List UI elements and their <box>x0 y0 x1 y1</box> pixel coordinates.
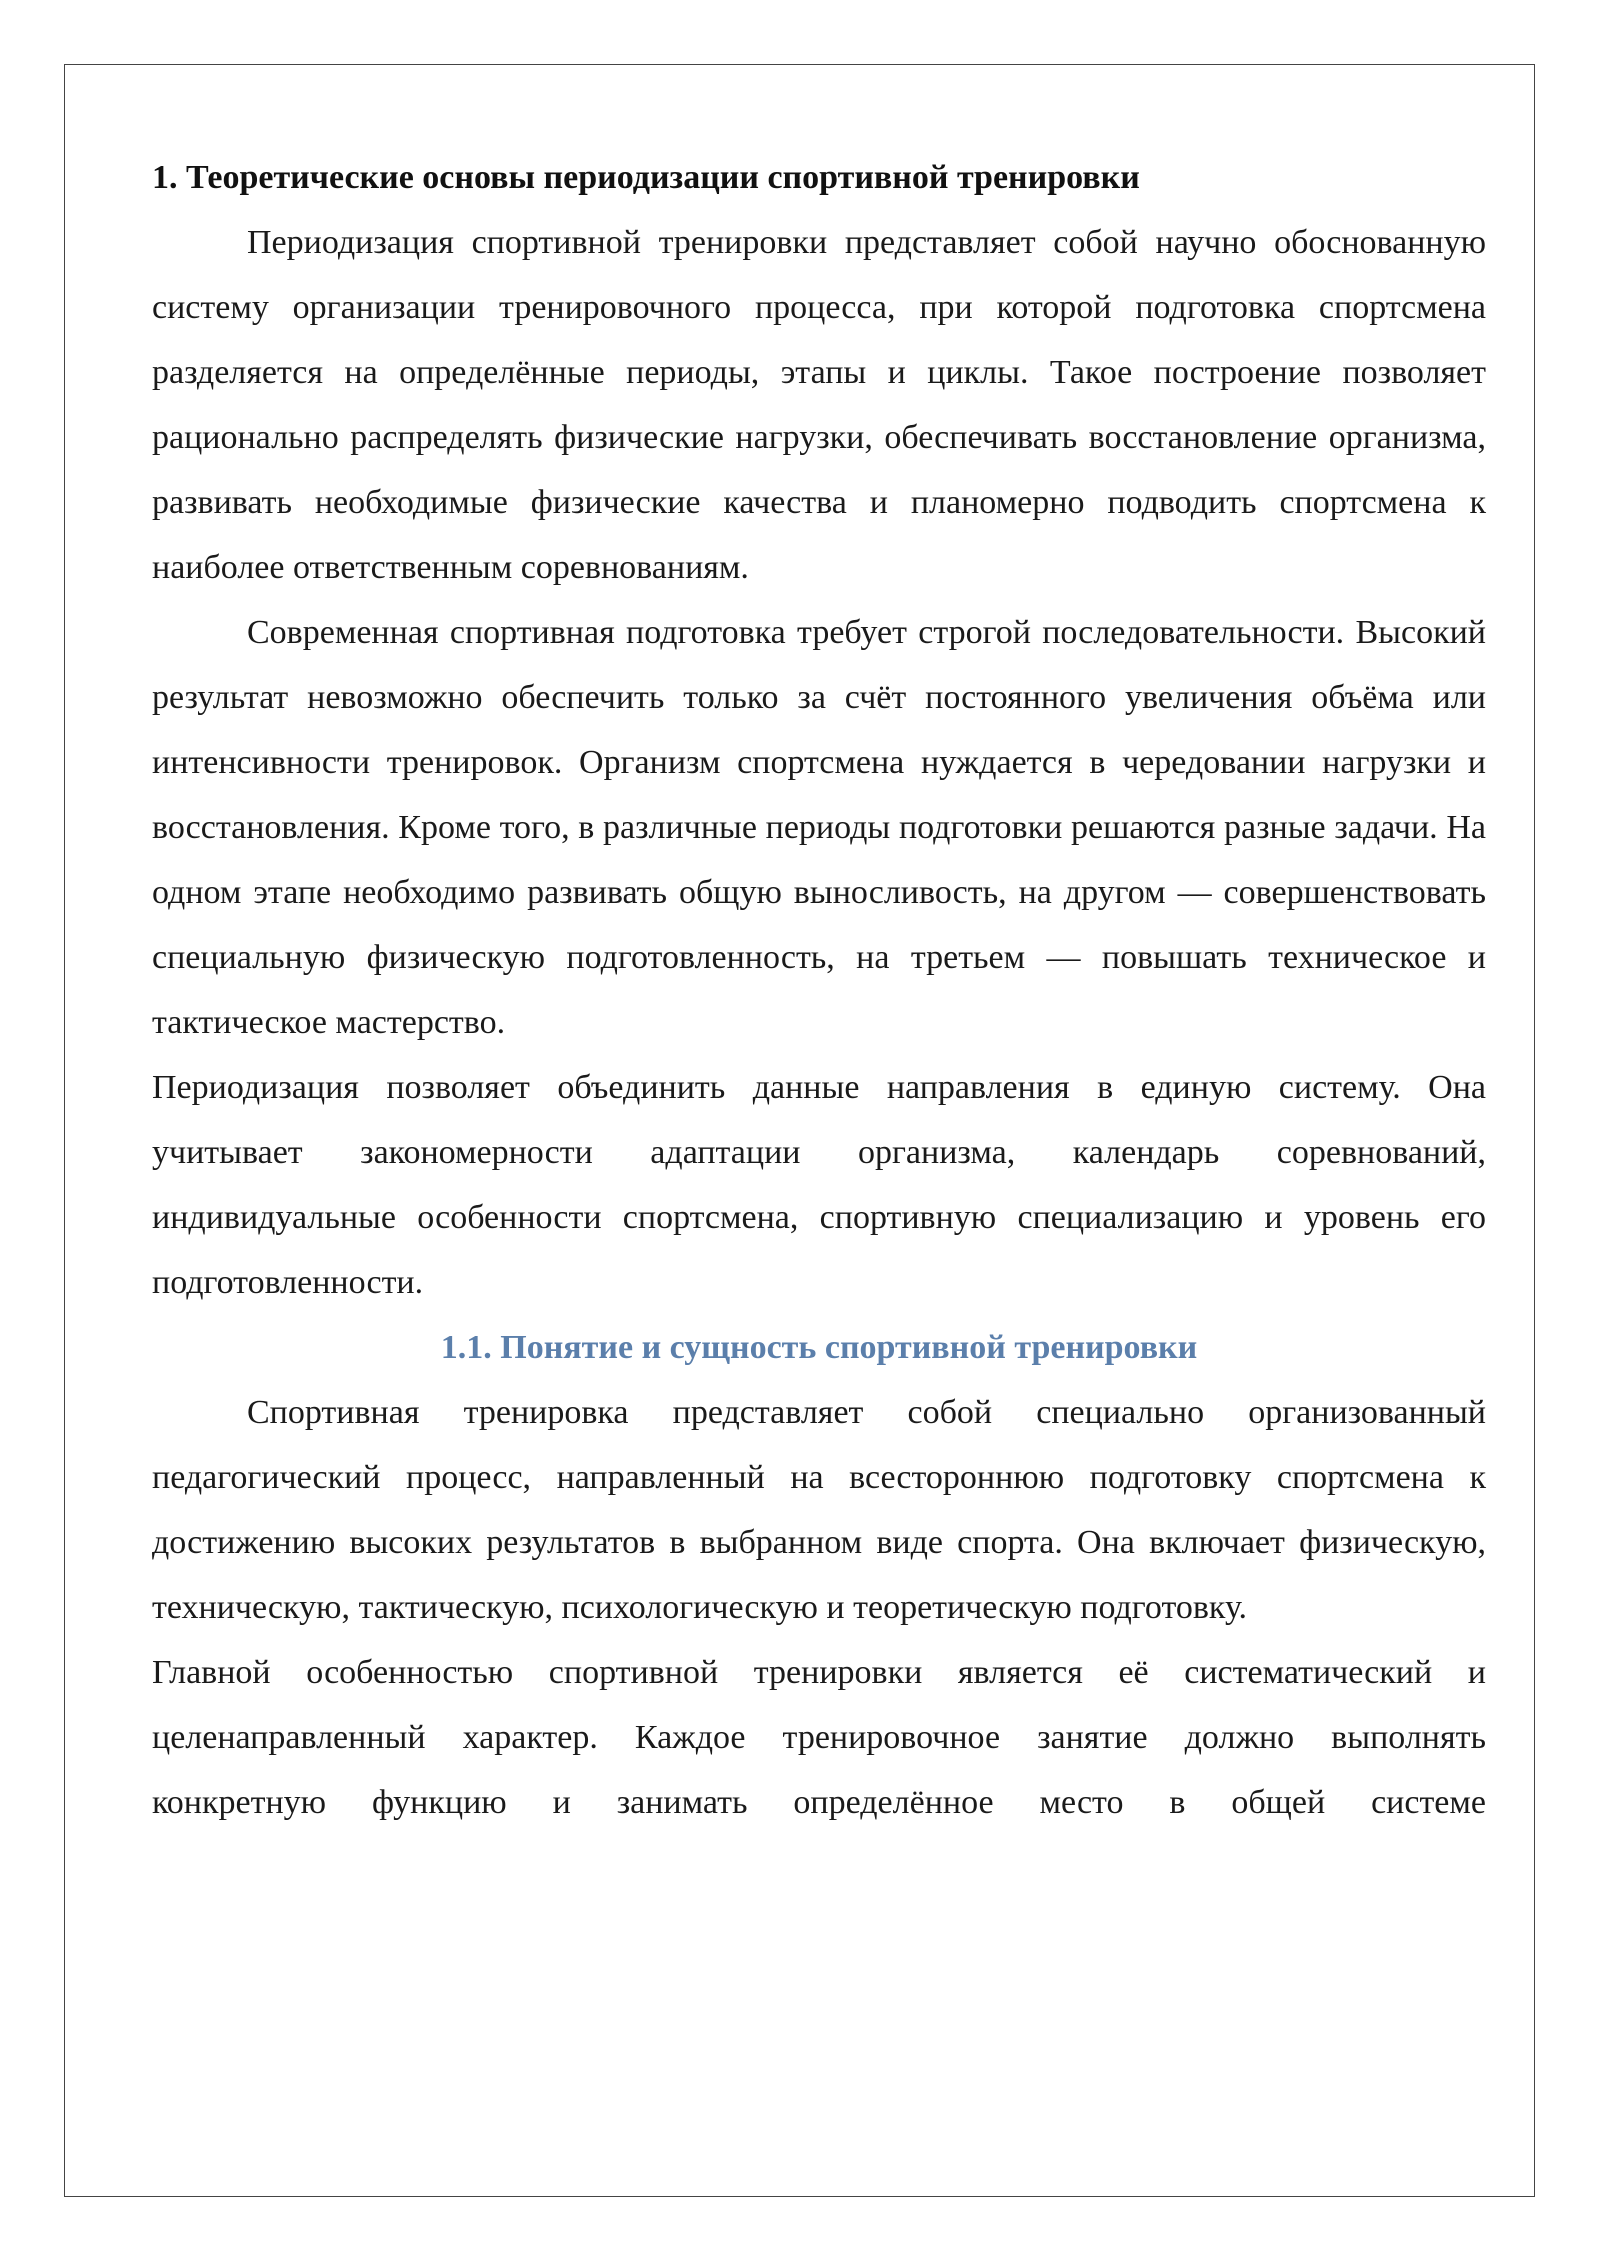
document-body <box>152 145 1486 1835</box>
paragraph-training-concept: Спортивная тренировка представляет собой специально организованный педагогический процесс, направленный на всестороннюю подготовку спортсмена к достижению высоких результатов в выбранном виде спорта. Она включает физическую, техническую, тактическую, психологическую и теоретическую подготовку. <box>152 1394 1486 1626</box>
subsection-title: 1.1. Понятие и сущность спортивной тренировки <box>440 1329 1198 1366</box>
section-title: 1. Теоретические основы периодизации спортивной тренировки <box>152 159 1140 196</box>
paragraph-unified-system: Периодизация позволяет объединить данные направления в единую систему. Она учитывает закономерности адаптации организма, календарь соревнований, индивидуальные особенности спортсмена, спортивную специализацию и уровень его подготовленности. <box>152 1069 1486 1301</box>
paragraph-training-feature: Главной особенностью спортивной тренировки является её систематический и целенаправленный характер. Каждое тренировочное занятие должно выполнять конкретную функцию и занимать определённое место в общей системе <box>152 1654 1486 1821</box>
paragraph-modern-training: Современная спортивная подготовка требует строгой последовательности. Высокий результат невозможно обеспечить только за счёт постоянного увеличения объёма или интенсивности тренировок. Организм спортсмена нуждается в чередовании нагрузки и восстановления. Кроме того, в различные периоды подготовки решаются разные задачи. На одном этапе необходимо развивать общую выносливость, на другом — совершенствовать специальную физическую подготовленность, на третьем — повышать техническое и тактическое мастерство. <box>152 614 1486 1041</box>
paragraph-periodization-definition: Периодизация спортивной тренировки представляет собой научно обоснованную систему организации тренировочного процесса, при которой подготовка спортсмена разделяется на определённые периоды, этапы и циклы. Такое построение позволяет рационально распределять физические нагрузки, обеспечивать восстановление организма, развивать необходимые физические качества и планомерно подводить спортсмена к наиболее ответственным соревнованиям. <box>152 224 1486 586</box>
